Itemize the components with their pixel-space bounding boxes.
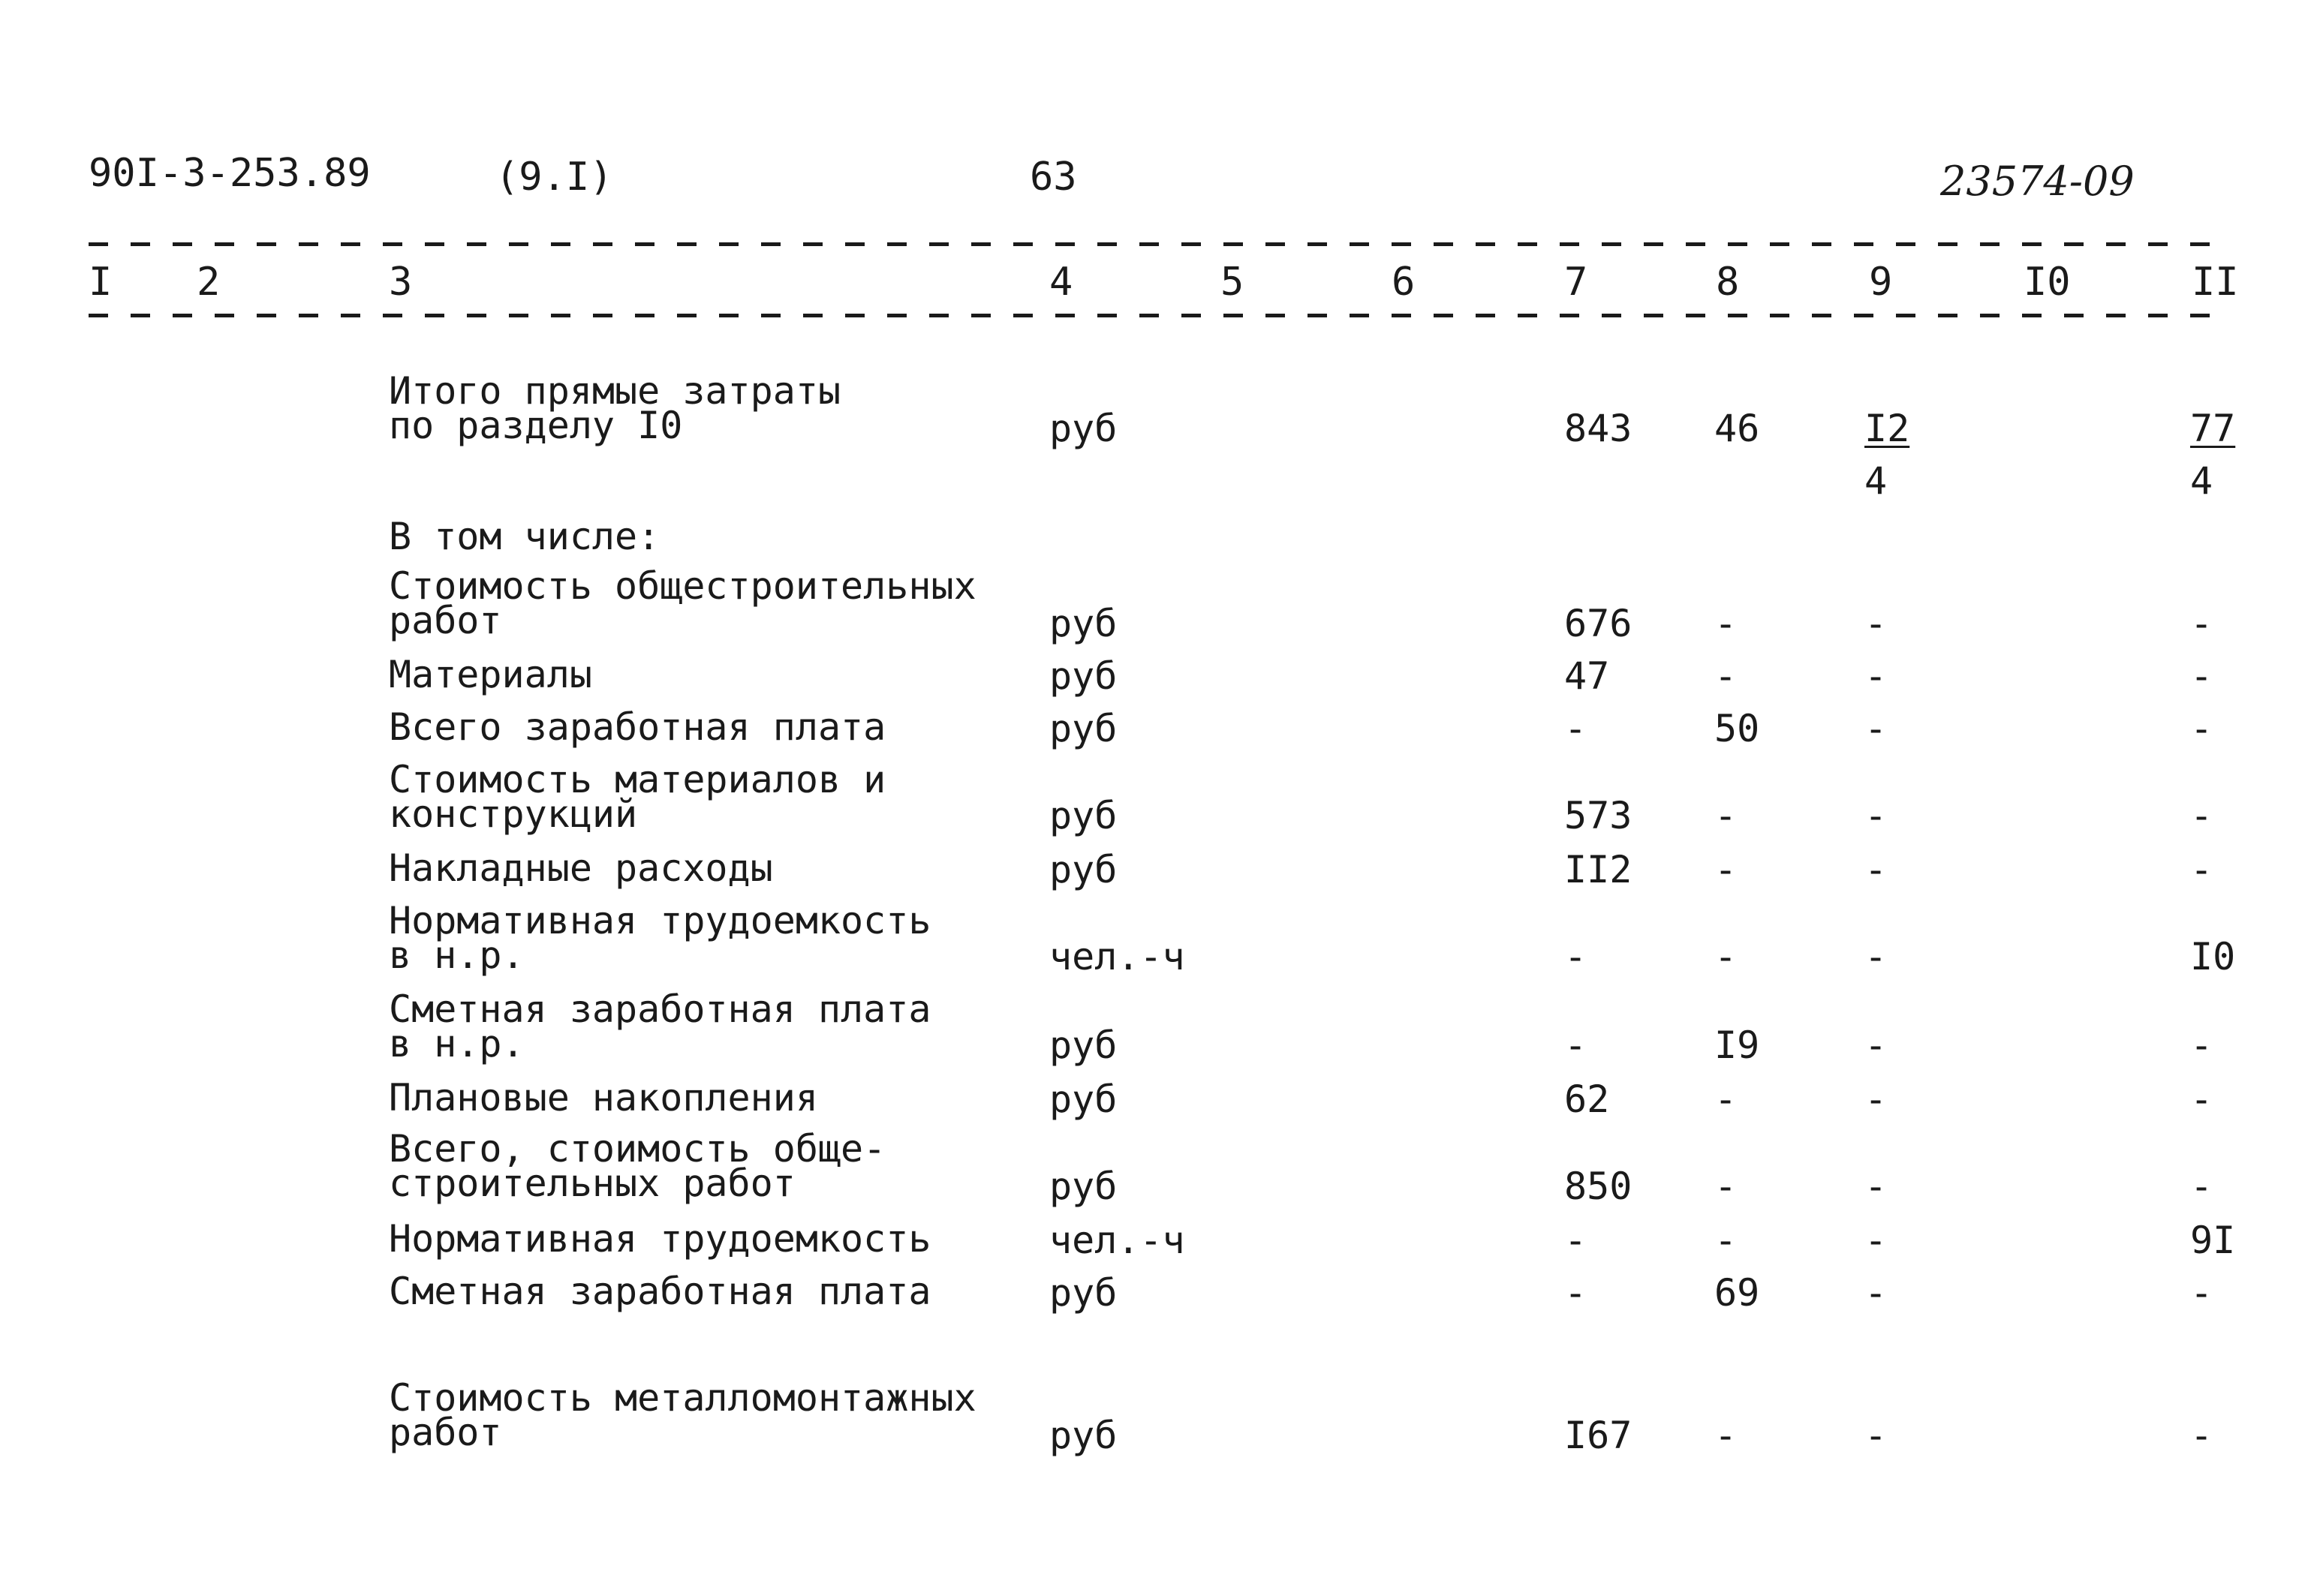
row-col7-value: - — [1564, 1219, 1587, 1262]
page-number: 63 — [1030, 155, 1077, 200]
row-col11-value: - — [2190, 1023, 2213, 1067]
row-col11-value: - — [2190, 848, 2213, 891]
row-label-line1: Всего, стоимость обще- — [389, 1127, 886, 1171]
row-unit: руб — [1049, 1165, 1118, 1208]
row-label-line1: Нормативная трудоемкость — [389, 1217, 931, 1261]
row-col8-value: 69 — [1714, 1271, 1760, 1315]
including-label: В том числе: — [389, 515, 661, 558]
total-col11-bottom-value: 4 — [2190, 459, 2213, 503]
row-label-line1: Сметная заработная плата — [389, 987, 931, 1031]
section-number: (9.I) — [495, 155, 613, 200]
total-col9-top-value: I2 — [1864, 407, 1910, 450]
row-col8-value: I9 — [1714, 1023, 1760, 1067]
row-col9-value: - — [1864, 1165, 1888, 1208]
row-label-line1: Плановые накопления — [389, 1076, 818, 1120]
row-col7-value: - — [1564, 935, 1587, 978]
row-label — [389, 564, 976, 642]
row-col11-value: - — [2190, 707, 2213, 750]
row-col7-value: 676 — [1564, 602, 1632, 645]
row-col9-value: - — [1864, 1219, 1888, 1262]
row-unit: руб — [1049, 707, 1118, 750]
row-label-line1: Накладные расходы — [389, 846, 773, 890]
row-label-line1: Стоимость материалов и — [389, 758, 886, 801]
row-unit: руб — [1049, 848, 1118, 891]
total-label — [389, 369, 841, 447]
row-col11-value: - — [2190, 1165, 2213, 1208]
row-label — [389, 1127, 886, 1205]
row-col11-value: - — [2190, 1078, 2213, 1121]
row-col9-value: - — [1864, 848, 1888, 891]
row-col11-value: - — [2190, 1271, 2213, 1315]
row-col7-value: II2 — [1564, 848, 1632, 891]
dashed-rule-top — [89, 242, 2220, 246]
row-col8-value: - — [1714, 1078, 1738, 1121]
row-unit: чел.-ч — [1049, 1219, 1185, 1262]
row-unit: руб — [1049, 654, 1118, 698]
total-unit: руб — [1049, 407, 1118, 450]
row-unit: руб — [1049, 1271, 1118, 1315]
row-col7-value: 573 — [1564, 794, 1632, 837]
row-label-line1: Стоимость общестроительных — [389, 564, 976, 608]
row-col7-value: I67 — [1564, 1414, 1632, 1457]
column-number-8: 8 — [1716, 260, 1740, 305]
row-col11-value: 9I — [2190, 1219, 2236, 1262]
row-col8-value: - — [1714, 935, 1738, 978]
row-label-line2: в н.р. — [389, 1022, 525, 1066]
handwritten-reference: 23574-09 — [1940, 158, 2135, 205]
row-unit: руб — [1049, 1414, 1118, 1457]
row-label — [389, 1376, 976, 1454]
row-label-line1: Материалы — [389, 653, 592, 696]
row-label — [389, 758, 886, 836]
column-number-7: 7 — [1564, 260, 1588, 305]
row-col8-value: - — [1714, 654, 1738, 698]
row-label-line1: Всего заработная плата — [389, 705, 886, 749]
column-number-4: 4 — [1049, 260, 1073, 305]
row-label-line2: строительных работ — [389, 1162, 796, 1205]
row-label-line2: работ — [389, 1411, 502, 1454]
row-label — [389, 1217, 931, 1261]
row-col7-value: 850 — [1564, 1165, 1632, 1208]
total-col7-value: 843 — [1564, 407, 1632, 450]
total-col11-top-value: 77 — [2190, 407, 2236, 450]
row-label — [389, 987, 931, 1066]
row-unit: руб — [1049, 1078, 1118, 1121]
total-label-line1: Итого прямые затраты — [389, 369, 841, 413]
row-col8-value: 50 — [1714, 707, 1760, 750]
row-col11-value: - — [2190, 794, 2213, 837]
row-col9-value: - — [1864, 1271, 1888, 1315]
row-col9-value: - — [1864, 1023, 1888, 1067]
document-code: 90I-3-253.89 — [89, 151, 371, 196]
row-col9-value: - — [1864, 935, 1888, 978]
column-number-2: 2 — [197, 260, 221, 305]
column-number-1: I — [89, 260, 113, 305]
row-col8-value: - — [1714, 602, 1738, 645]
row-col8-value: - — [1714, 1414, 1738, 1457]
row-unit: руб — [1049, 602, 1118, 645]
row-col9-value: - — [1864, 707, 1888, 750]
dashed-rule-bottom — [89, 314, 2220, 317]
row-col7-value: 62 — [1564, 1078, 1610, 1121]
column-number-6: 6 — [1392, 260, 1416, 305]
row-label — [389, 705, 886, 749]
row-label-line2: конструкций — [389, 792, 638, 836]
row-label-line2: в н.р. — [389, 933, 525, 977]
row-label — [389, 653, 592, 696]
row-col8-value: - — [1714, 848, 1738, 891]
row-label — [389, 846, 773, 890]
row-col8-value: - — [1714, 794, 1738, 837]
row-label — [389, 899, 931, 977]
total-col9-bottom-value: 4 — [1864, 459, 1888, 503]
row-col7-value: 47 — [1564, 654, 1610, 698]
row-unit: руб — [1049, 1023, 1118, 1067]
row-label — [389, 1076, 818, 1120]
row-label-line1: Нормативная трудоемкость — [389, 899, 931, 942]
row-col8-value: - — [1714, 1165, 1738, 1208]
row-unit: чел.-ч — [1049, 935, 1185, 978]
column-number-3: 3 — [389, 260, 413, 305]
row-col7-value: - — [1564, 1271, 1587, 1315]
row-col11-value: - — [2190, 1414, 2213, 1457]
row-col7-value: - — [1564, 1023, 1587, 1067]
row-label — [389, 1270, 931, 1313]
row-col11-value: - — [2190, 602, 2213, 645]
total-label-line2: по разделу I0 — [389, 404, 683, 447]
column-number-9: 9 — [1869, 260, 1893, 305]
row-col9-value: - — [1864, 654, 1888, 698]
row-label-line1: Стоимость металломонтажных — [389, 1376, 976, 1420]
row-label-line2: работ — [389, 599, 502, 642]
row-col11-value: I0 — [2190, 935, 2236, 978]
column-number-5: 5 — [1220, 260, 1244, 305]
row-col9-value: - — [1864, 602, 1888, 645]
column-number-10: I0 — [2024, 260, 2071, 305]
row-col11-value: - — [2190, 654, 2213, 698]
row-col9-value: - — [1864, 1078, 1888, 1121]
row-unit: руб — [1049, 794, 1118, 837]
total-col8-value: 46 — [1714, 407, 1760, 450]
row-col9-value: - — [1864, 794, 1888, 837]
row-label-line1: Сметная заработная плата — [389, 1270, 931, 1313]
row-col8-value: - — [1714, 1219, 1738, 1262]
column-number-11: II — [2192, 260, 2239, 305]
row-col9-value: - — [1864, 1414, 1888, 1457]
row-col7-value: - — [1564, 707, 1587, 750]
